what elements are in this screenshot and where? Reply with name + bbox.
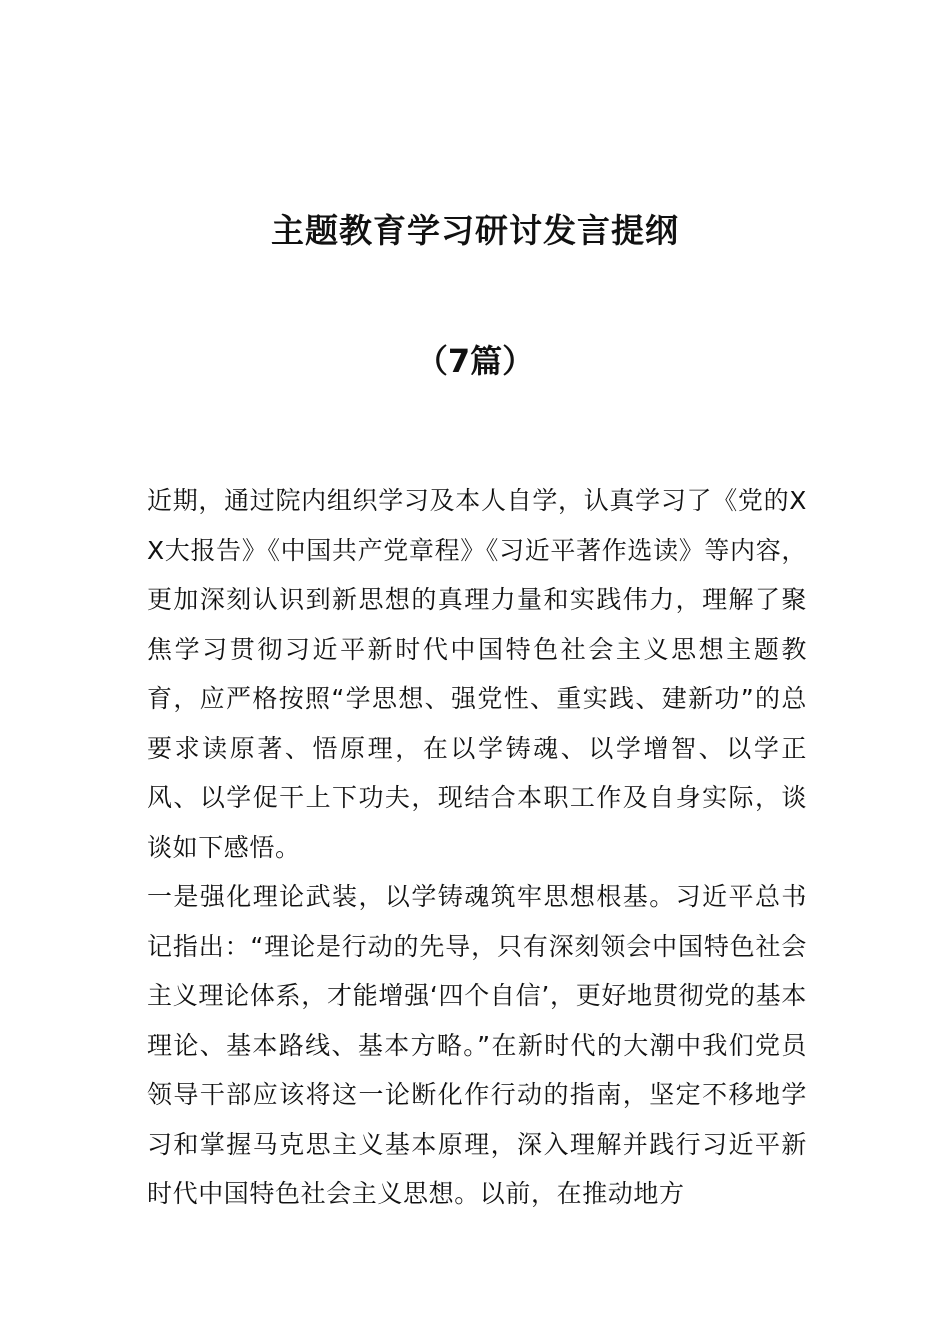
document-body	[147, 476, 807, 1219]
document-subtitle: （7篇）	[415, 342, 535, 380]
paragraph-point-one: 一是强化理论武装，以学铸魂筑牢思想根基。习近平总书记指出：“理论是行动的先导，只有深刻领会中国特色社会主义理论体系，才能增强‘四个自信’，更好地贯彻党的基本理论、基本路线、基本方略。”在新时代的大潮中我们党员领导干部应该将这一论断化作行动的指南，坚定不移地学习和掌握马克思主义基本原理，深入理解并践行习近平新时代中国特色社会主义思想。以前，在推动地方	[147, 882, 807, 1208]
paragraph-intro: 近期，通过院内组织学习及本人自学，认真学习了《党的XX大报告》《中国共产党章程》《习近平著作选读》等内容，更加深刻认识到新思想的真理力量和实践伟力，理解了聚焦学习贯彻习近平新时代中国特色社会主义思想主题教育，应严格按照“学思想、强党性、重实践、建新功”的总要求读原著、悟原理，在以学铸魂、以学增智、以学正风、以学促干上下功夫，现结合本职工作及自身实际，谈谈如下感悟。	[147, 486, 807, 862]
document-title: 主题教育学习研讨发言提纲	[271, 211, 679, 250]
